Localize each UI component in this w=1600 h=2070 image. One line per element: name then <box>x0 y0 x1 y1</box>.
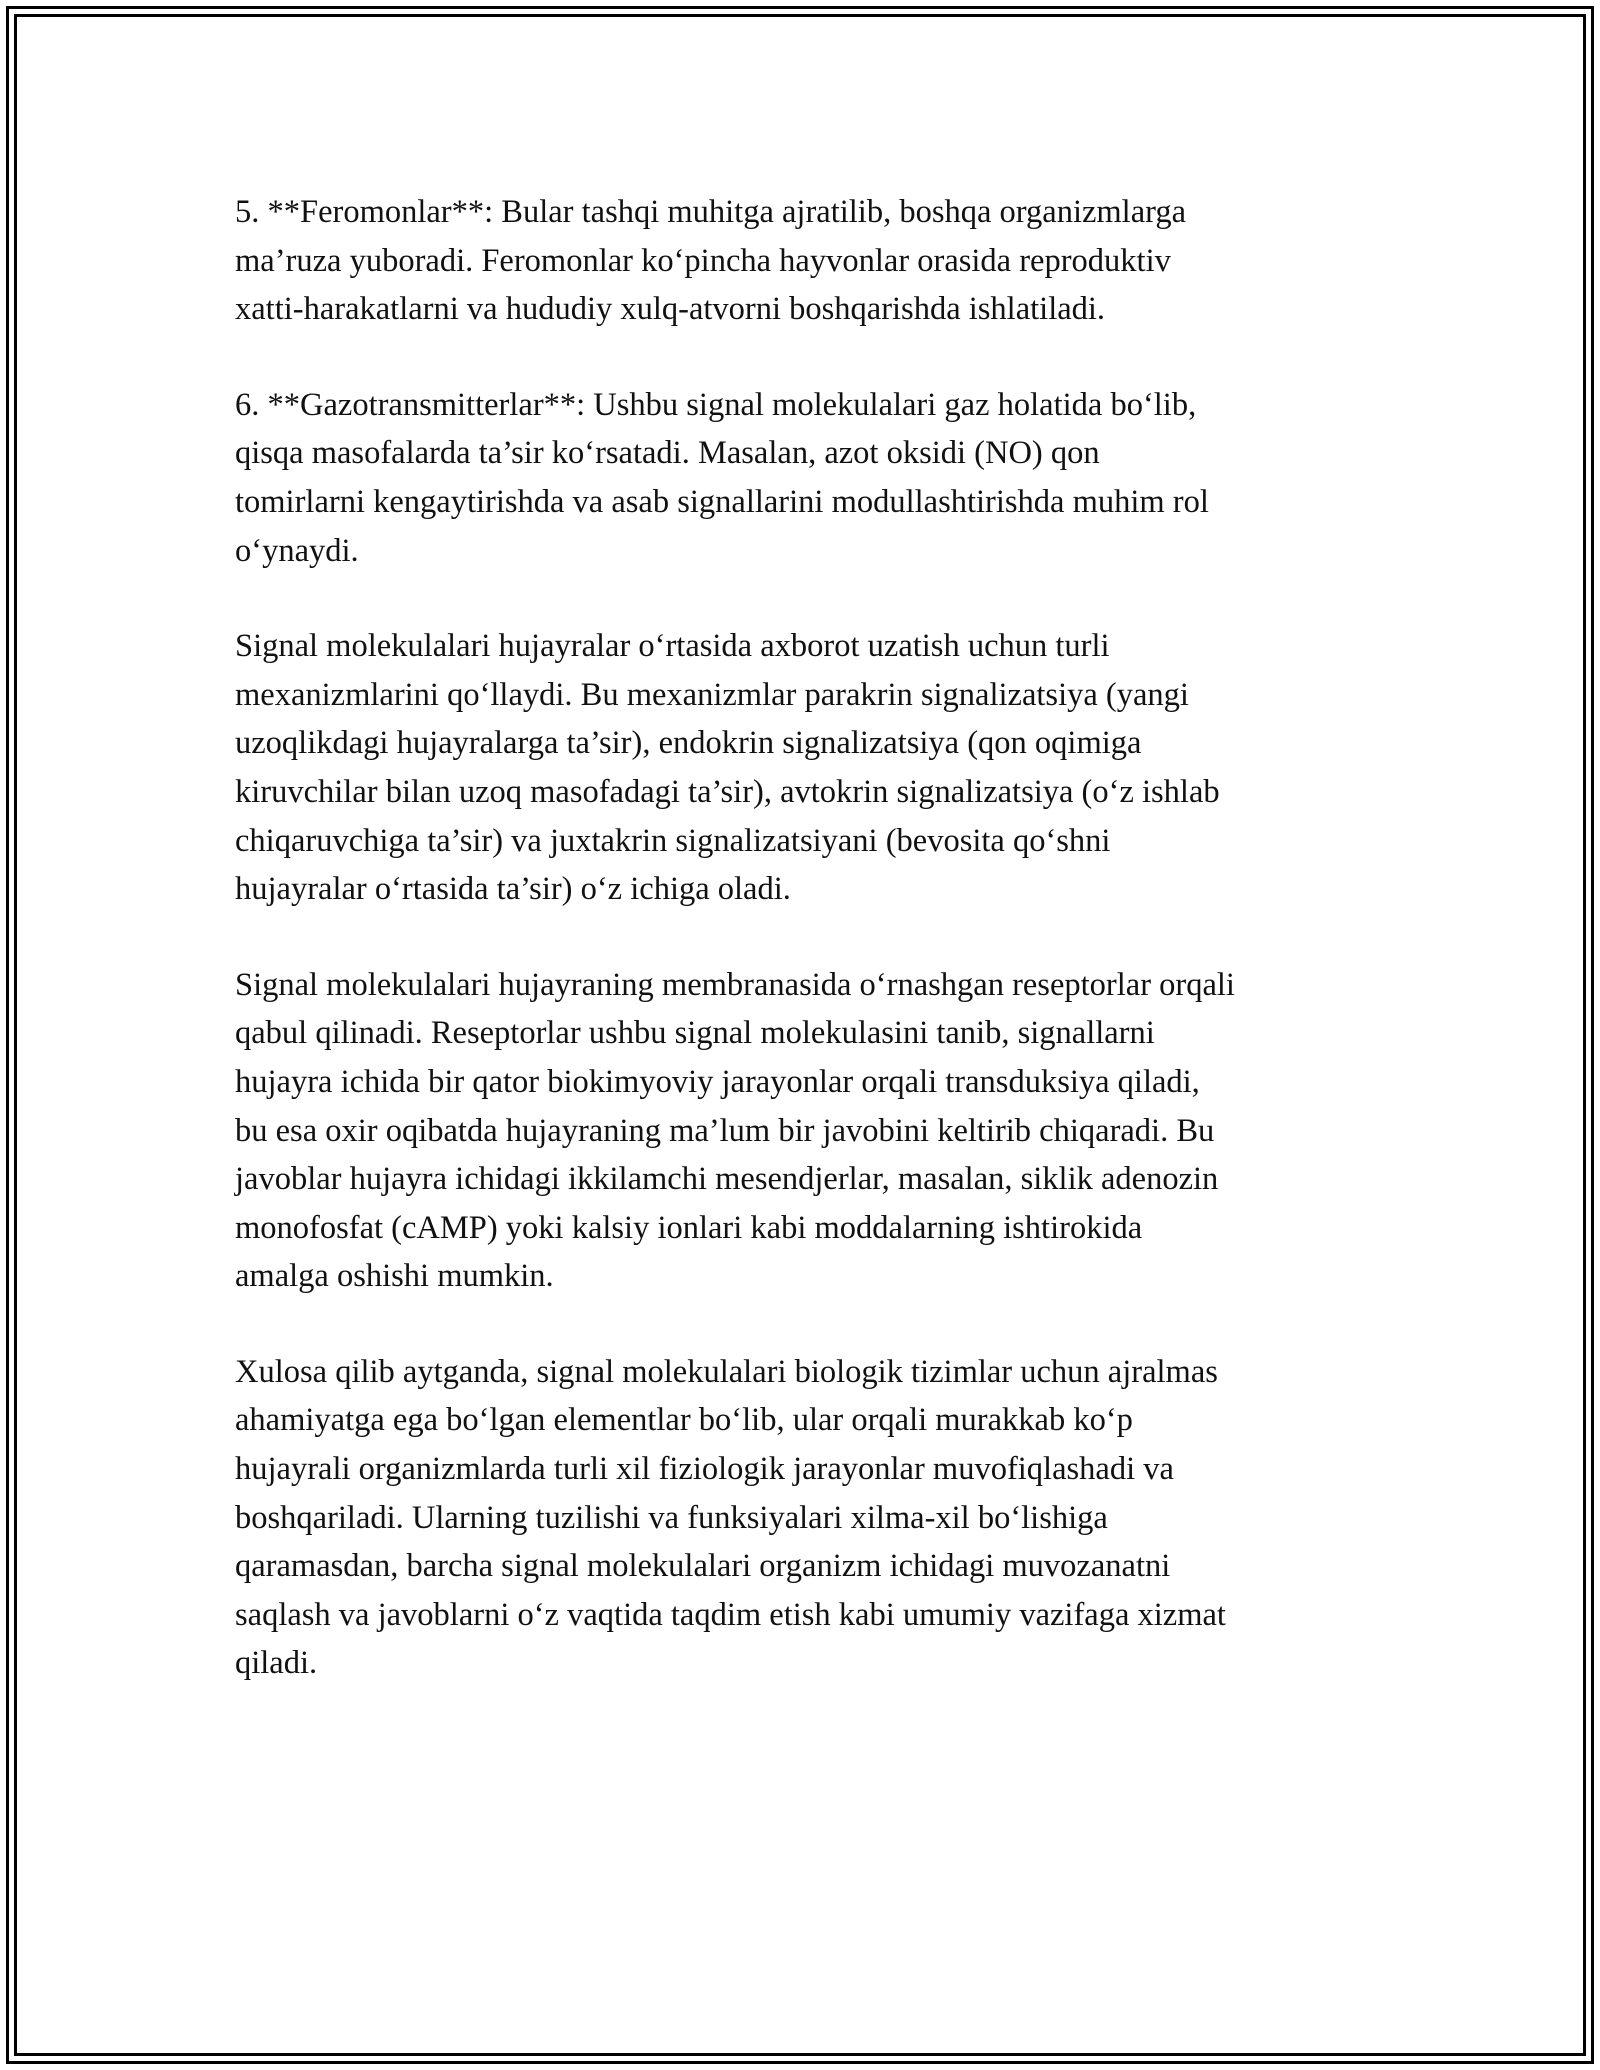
paragraph-pheromones: 5. **Feromonlar**: Bular tashqi muhitga ajratilib, boshqa organizmlarga ma’ruza yuboradi. Feromonlar ko‘pincha hayvonlar orasida reproduktiv xatti-harakatlarni va hududiy xulq-atvorni boshqarishda ishlatiladi. <box>235 194 1187 328</box>
document-body <box>235 188 1370 1735</box>
paragraph-signaling-mechanisms: Signal molekulalari hujayralar o‘rtasida axborot uzatish uchun turli mexanizmlarini qo‘llaydi. Bu mexanizmlar parakrin signalizatsiya (yangi uzoqlikdagi hujayralarga ta’sir), endokrin signalizatsiya (qon oqimiga kiruvchilar bilan uzoq masofadagi ta’sir), avtokrin signalizatsiya (o‘z ishlab chiqaruvchiga ta’sir) va juxtakrin signalizatsiyani (bevosita qo‘shni hujayralar o‘rtasida ta’sir) o‘z ichiga oladi. <box>235 628 1220 908</box>
paragraph-gasotransmitters: 6. **Gazotransmitterlar**: Ushbu signal molekulalari gaz holatida bo‘lib, qisqa masofalarda ta’sir ko‘rsatadi. Masalan, azot oksidi (NO) qon tomirlarni kengaytirishda va asab signallarini modullashtirishda muhim rol o‘ynaydi. <box>235 386 1209 569</box>
paragraph-receptors: Signal molekulalari hujayraning membranasida o‘rnashgan reseptorlar orqali qabul qilinadi. Reseptorlar ushbu signal molekulasini tanib, signallarni hujayra ichida bir qator biokimyoviy jarayonlar orqali transduksiya qiladi, bu esa oxir oqibatda hujayraning ma’lum bir javobini keltirib chiqaradi. Bu javoblar hujayra ichidagi ikkilamchi mesendjerlar, masalan, siklik adenozin monofosfat (cAMP) yoki kalsiy ionlari kabi moddalarning ishtirokida amalga oshishi mumkin. <box>235 966 1235 1295</box>
paragraph-conclusion: Xulosa qilib aytganda, signal molekulalari biologik tizimlar uchun ajralmas ahamiyatga ega bo‘lgan elementlar bo‘lib, ular orqali murakkab ko‘p hujayrali organizmlarda turli xil fiziologik jarayonlar muvofiqlashadi va boshqariladi. Ularning tuzilishi va funksiyalari xilma-xil bo‘lishiga qaramasdan, barcha signal molekulalari organizm ichidagi muvozanatni saqlash va javoblarni o‘z vaqtida taqdim etish kabi umumiy vazifaga xizmat qiladi. <box>235 1353 1226 1682</box>
